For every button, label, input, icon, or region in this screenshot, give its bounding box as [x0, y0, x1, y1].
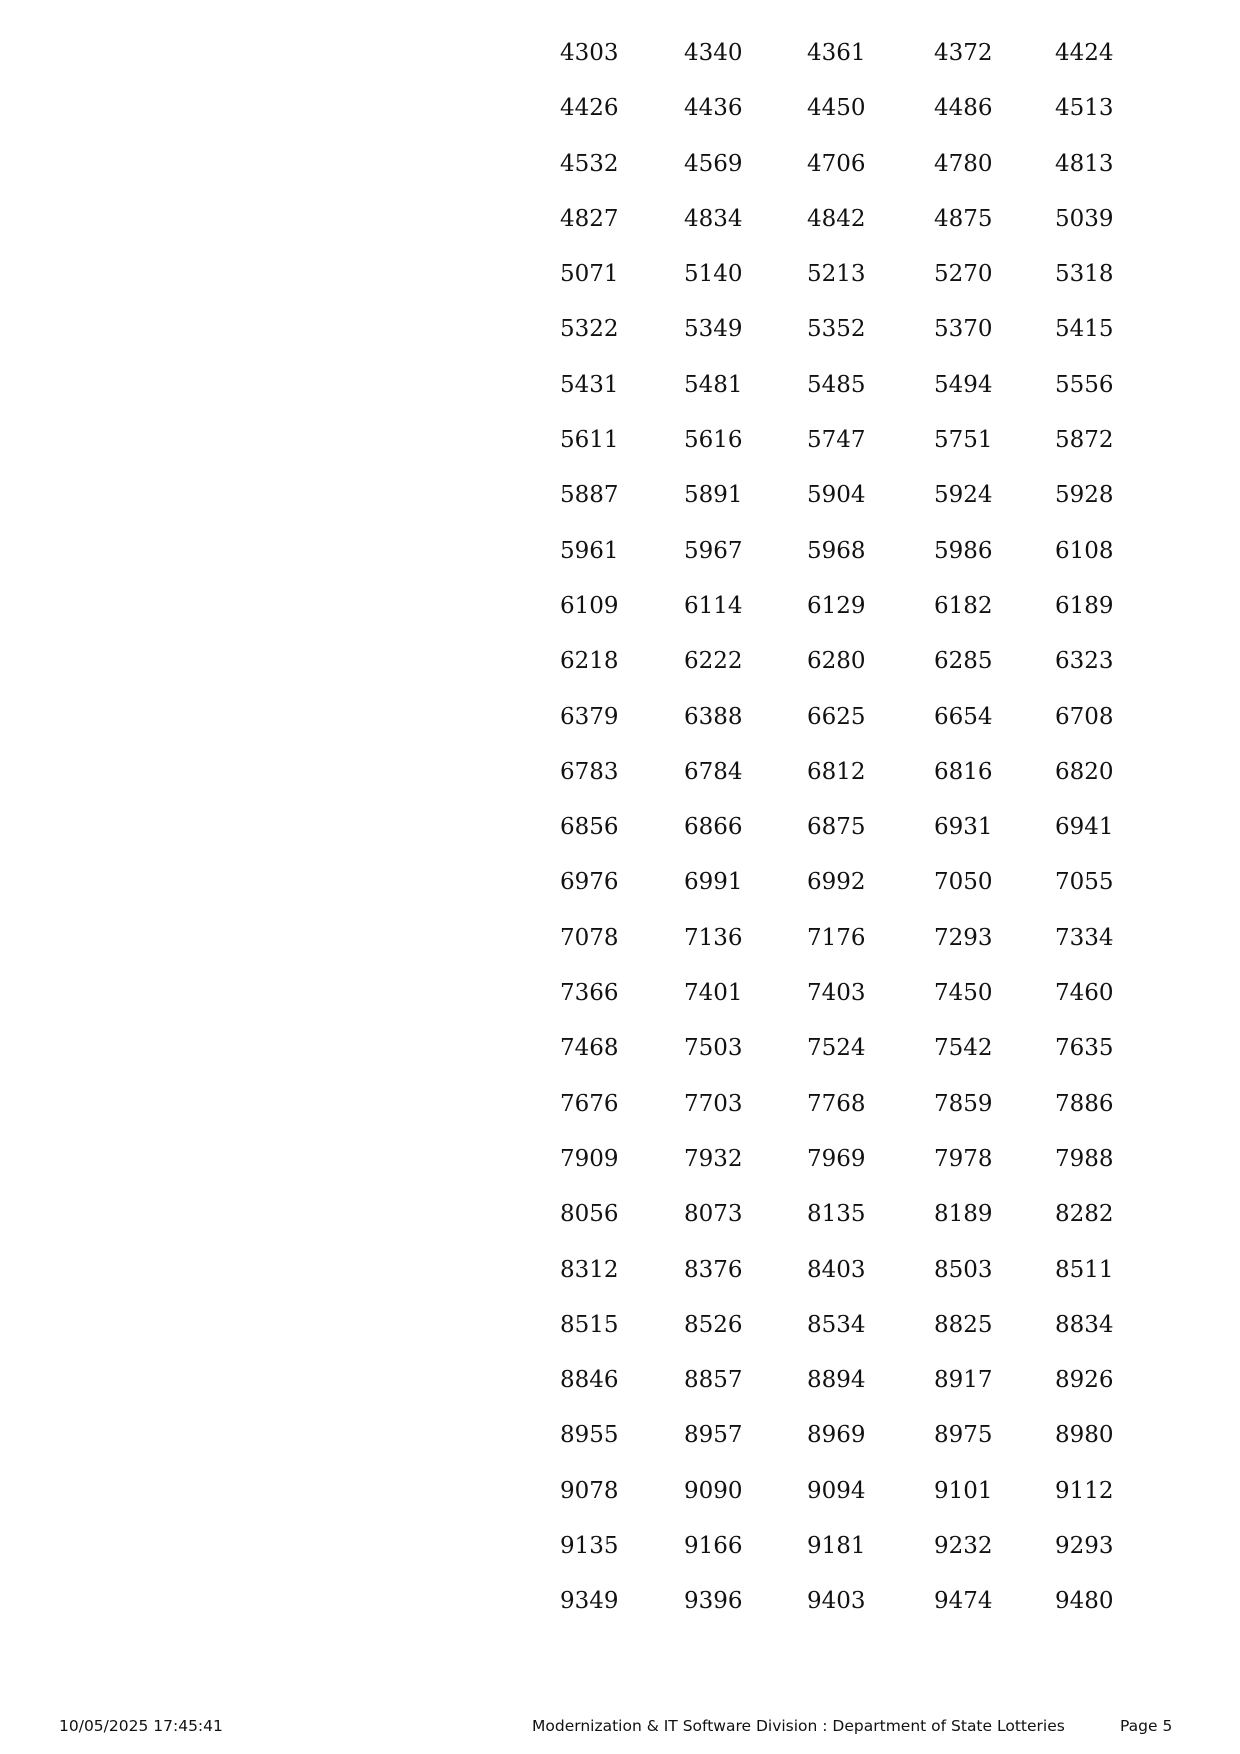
winning-number: 7050 — [934, 869, 993, 896]
number-row — [560, 318, 1120, 373]
winning-number: 6323 — [1055, 648, 1114, 675]
winning-number: 4834 — [684, 205, 743, 232]
winning-number: 8526 — [684, 1311, 743, 1338]
winning-number: 6784 — [684, 758, 743, 785]
winning-number: 5071 — [560, 261, 619, 288]
winning-number: 6812 — [807, 758, 866, 785]
winning-number: 5318 — [1055, 261, 1114, 288]
winning-number: 8376 — [684, 1256, 743, 1283]
winning-number: 8957 — [684, 1422, 743, 1449]
winning-number: 6285 — [934, 648, 993, 675]
winning-number: 8312 — [560, 1256, 619, 1283]
winning-number: 5986 — [934, 537, 993, 564]
winning-number: 9101 — [934, 1477, 993, 1504]
number-row — [560, 1145, 1120, 1203]
winning-number: 7932 — [684, 1145, 743, 1172]
winning-number: 6109 — [560, 592, 619, 619]
winning-number: 9349 — [560, 1588, 619, 1615]
winning-number: 5213 — [807, 261, 866, 288]
winning-number: 5140 — [684, 261, 743, 288]
winning-number: 8503 — [934, 1256, 993, 1283]
winning-number: 5891 — [684, 482, 743, 509]
winning-number: 5039 — [1055, 205, 1114, 232]
winning-number: 5431 — [560, 371, 619, 398]
winning-number: 7136 — [684, 924, 743, 951]
number-row — [560, 484, 1120, 539]
winning-number: 7460 — [1055, 980, 1114, 1007]
winning-number: 8056 — [560, 1201, 619, 1228]
number-row — [560, 150, 1120, 208]
winning-number: 7524 — [807, 1035, 866, 1062]
winning-number: 9112 — [1055, 1477, 1114, 1504]
winning-number: 6875 — [807, 814, 866, 841]
winning-number: 8980 — [1055, 1422, 1114, 1449]
winning-number: 4372 — [934, 40, 993, 66]
footer-organization: Modernization & IT Software Division : Department of State Lotteries — [532, 1717, 1065, 1735]
winning-number: 5349 — [684, 316, 743, 343]
winning-number: 8189 — [934, 1201, 993, 1228]
winning-number: 4303 — [560, 40, 619, 66]
winning-number: 5494 — [934, 371, 993, 398]
winning-number: 8917 — [934, 1367, 993, 1394]
winning-number: 8894 — [807, 1367, 866, 1394]
number-row — [560, 1311, 1120, 1369]
number-row — [560, 97, 1120, 152]
number-row — [560, 871, 1120, 926]
winning-number: 6182 — [934, 592, 993, 619]
winning-number: 7859 — [934, 1090, 993, 1117]
winning-number: 9403 — [807, 1588, 866, 1615]
winning-number: 4842 — [807, 205, 866, 232]
winning-number: 9232 — [934, 1533, 993, 1560]
winning-number: 5611 — [560, 427, 619, 454]
winning-number: 5968 — [807, 537, 866, 564]
winning-number: 7635 — [1055, 1035, 1114, 1062]
winning-number: 9181 — [807, 1533, 866, 1560]
winning-number: 9135 — [560, 1533, 619, 1560]
winning-number: 4827 — [560, 205, 619, 232]
winning-number: 4340 — [684, 40, 743, 66]
number-row — [560, 1037, 1120, 1092]
number-row — [560, 1203, 1120, 1258]
winning-number: 4569 — [684, 150, 743, 177]
winning-number: 7078 — [560, 924, 619, 951]
winning-number: 6866 — [684, 814, 743, 841]
footer-timestamp: 10/05/2025 17:45:41 — [59, 1717, 223, 1735]
number-row — [560, 371, 1120, 429]
number-row — [560, 1256, 1120, 1314]
winning-number: 7055 — [1055, 869, 1114, 896]
winning-number: 7969 — [807, 1145, 866, 1172]
winning-number: 6625 — [807, 703, 866, 730]
number-row — [560, 1590, 1120, 1645]
number-row — [560, 1369, 1120, 1424]
winning-number: 9166 — [684, 1533, 743, 1560]
winning-numbers-grid — [560, 42, 1120, 1646]
winning-number: 5928 — [1055, 482, 1114, 509]
winning-number: 5270 — [934, 261, 993, 288]
winning-number: 7886 — [1055, 1090, 1114, 1117]
winning-number: 6280 — [807, 648, 866, 675]
winning-number: 4424 — [1055, 40, 1114, 66]
winning-number: 6222 — [684, 648, 743, 675]
winning-number: 6941 — [1055, 814, 1114, 841]
winning-number: 7978 — [934, 1145, 993, 1172]
number-row — [560, 816, 1120, 871]
number-row — [560, 429, 1120, 484]
number-row — [560, 703, 1120, 761]
number-row — [560, 205, 1120, 263]
winning-number: 7909 — [560, 1145, 619, 1172]
winning-number: 9293 — [1055, 1533, 1114, 1560]
winning-number: 5924 — [934, 482, 993, 509]
winning-number: 6708 — [1055, 703, 1114, 730]
winning-number: 4361 — [807, 40, 866, 66]
winning-number: 5616 — [684, 427, 743, 454]
number-row — [560, 924, 1120, 982]
winning-number: 5872 — [1055, 427, 1114, 454]
winning-number: 4450 — [807, 95, 866, 122]
winning-number: 6189 — [1055, 592, 1114, 619]
winning-number: 8534 — [807, 1311, 866, 1338]
winning-number: 7334 — [1055, 924, 1114, 951]
winning-number: 5322 — [560, 316, 619, 343]
winning-number: 6218 — [560, 648, 619, 675]
number-row — [560, 1535, 1120, 1590]
winning-number: 8834 — [1055, 1311, 1114, 1338]
winning-number: 5352 — [807, 316, 866, 343]
winning-number: 5747 — [807, 427, 866, 454]
winning-number: 7676 — [560, 1090, 619, 1117]
number-row — [560, 982, 1120, 1037]
winning-number: 8857 — [684, 1367, 743, 1394]
winning-number: 8073 — [684, 1201, 743, 1228]
page-footer — [0, 1717, 1240, 1739]
winning-number: 6991 — [684, 869, 743, 896]
number-row — [560, 650, 1120, 705]
winning-number: 4706 — [807, 150, 866, 177]
winning-number: 7176 — [807, 924, 866, 951]
number-row — [560, 263, 1120, 318]
number-row — [560, 1424, 1120, 1479]
winning-number: 4436 — [684, 95, 743, 122]
winning-number: 8282 — [1055, 1201, 1114, 1228]
winning-number: 6856 — [560, 814, 619, 841]
winning-number: 5751 — [934, 427, 993, 454]
winning-number: 6654 — [934, 703, 993, 730]
winning-number: 9480 — [1055, 1588, 1114, 1615]
winning-number: 5481 — [684, 371, 743, 398]
winning-number: 7542 — [934, 1035, 993, 1062]
winning-number: 8511 — [1055, 1256, 1114, 1283]
number-row — [560, 592, 1120, 650]
winning-number: 7293 — [934, 924, 993, 951]
winning-number: 7403 — [807, 980, 866, 1007]
winning-number: 4780 — [934, 150, 993, 177]
winning-number: 7450 — [934, 980, 993, 1007]
winning-number: 7401 — [684, 980, 743, 1007]
winning-number: 9090 — [684, 1477, 743, 1504]
winning-number: 6992 — [807, 869, 866, 896]
winning-number: 6108 — [1055, 537, 1114, 564]
winning-number: 8825 — [934, 1311, 993, 1338]
winning-number: 9474 — [934, 1588, 993, 1615]
winning-number: 9396 — [684, 1588, 743, 1615]
winning-number: 9078 — [560, 1477, 619, 1504]
winning-number: 4486 — [934, 95, 993, 122]
winning-number: 5556 — [1055, 371, 1114, 398]
winning-number: 8135 — [807, 1201, 866, 1228]
winning-number: 4875 — [934, 205, 993, 232]
winning-number: 5370 — [934, 316, 993, 343]
winning-number: 4513 — [1055, 95, 1114, 122]
winning-number: 7768 — [807, 1090, 866, 1117]
winning-number: 6820 — [1055, 758, 1114, 785]
winning-number: 6379 — [560, 703, 619, 730]
winning-number: 7468 — [560, 1035, 619, 1062]
number-row — [560, 1477, 1120, 1535]
winning-number: 5967 — [684, 537, 743, 564]
winning-number: 5415 — [1055, 316, 1114, 343]
winning-number: 5904 — [807, 482, 866, 509]
winning-number: 6388 — [684, 703, 743, 730]
winning-number: 8846 — [560, 1367, 619, 1394]
winning-number: 5887 — [560, 482, 619, 509]
number-row — [560, 42, 1120, 97]
winning-number: 4426 — [560, 95, 619, 122]
winning-number: 8403 — [807, 1256, 866, 1283]
winning-number: 7703 — [684, 1090, 743, 1117]
winning-number: 8975 — [934, 1422, 993, 1449]
winning-number: 7988 — [1055, 1145, 1114, 1172]
winning-number: 8515 — [560, 1311, 619, 1338]
winning-number: 6931 — [934, 814, 993, 841]
winning-number: 4532 — [560, 150, 619, 177]
winning-number: 6114 — [684, 592, 743, 619]
winning-number: 6783 — [560, 758, 619, 785]
winning-number: 7503 — [684, 1035, 743, 1062]
winning-number: 6976 — [560, 869, 619, 896]
winning-number: 6129 — [807, 592, 866, 619]
number-row — [560, 758, 1120, 816]
winning-number: 6816 — [934, 758, 993, 785]
footer-page-number: Page 5 — [1120, 1717, 1173, 1735]
winning-number: 9094 — [807, 1477, 866, 1504]
winning-number: 8955 — [560, 1422, 619, 1449]
winning-number: 5485 — [807, 371, 866, 398]
winning-number: 4813 — [1055, 150, 1114, 177]
number-row — [560, 1090, 1120, 1148]
number-row — [560, 537, 1120, 595]
winning-number: 8926 — [1055, 1367, 1114, 1394]
winning-number: 8969 — [807, 1422, 866, 1449]
winning-number: 5961 — [560, 537, 619, 564]
winning-number: 7366 — [560, 980, 619, 1007]
